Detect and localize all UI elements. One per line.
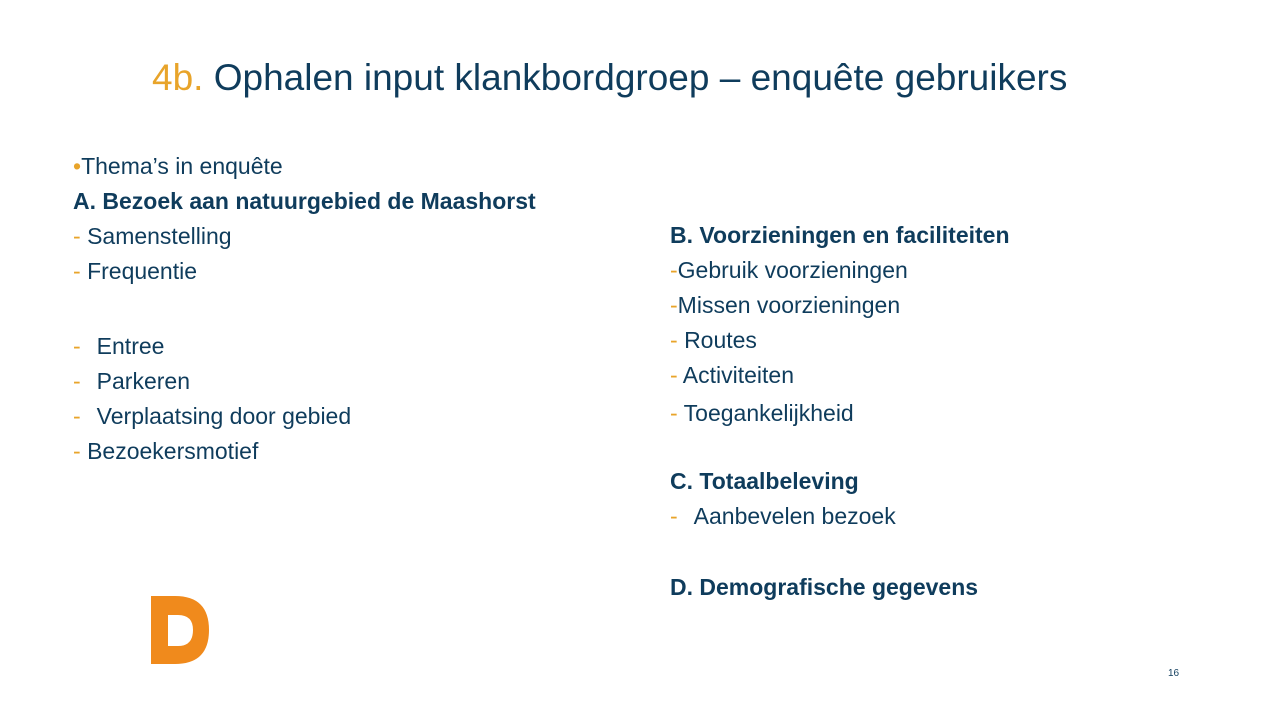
list-item-text: Missen voorzieningen [677, 292, 901, 318]
dash-marker: - [73, 368, 81, 394]
dash-marker: - [670, 503, 678, 529]
section-c-heading: C. Totaalbeleving [670, 468, 859, 494]
list-item [670, 501, 896, 531]
bullet-text: Thema’s in enquête [81, 153, 283, 179]
list-item-text: Bezoekersmotief [87, 438, 259, 464]
list-item [670, 290, 900, 320]
dash-marker: - [73, 258, 81, 284]
list-item [670, 255, 908, 285]
bullet-icon: • [73, 153, 82, 179]
list-item [73, 436, 258, 466]
list-item-text: Frequentie [87, 258, 198, 284]
list-item-text: Verplaatsing door gebied [96, 403, 352, 429]
dash-marker: - [73, 333, 81, 359]
list-item-text: Aanbevelen bezoek [693, 503, 896, 529]
dash-marker: - [73, 438, 81, 464]
dash-marker: - [670, 362, 678, 388]
dash-marker: - [670, 257, 678, 283]
list-item-text: Activiteiten [682, 362, 795, 388]
dash-marker: - [73, 223, 81, 249]
dash-marker: - [670, 327, 678, 353]
list-item-text: Parkeren [96, 368, 190, 394]
section-d-heading: D. Demografische gegevens [670, 574, 979, 600]
section-a-heading: A. Bezoek aan natuurgebied de Maashorst [73, 188, 536, 214]
list-item [73, 256, 197, 286]
title-main: Ophalen input klankbordgroep – enquête gebruikers [213, 57, 1068, 98]
title-prefix: 4b. [152, 57, 204, 98]
page-number: 16 [1168, 668, 1180, 679]
list-item [73, 366, 190, 396]
slide-title [152, 54, 1067, 102]
dash-marker: - [670, 400, 678, 426]
dash-marker: - [670, 292, 678, 318]
list-item-text: Samenstelling [87, 223, 232, 249]
list-item [73, 401, 351, 431]
list-item [670, 325, 757, 355]
list-item-text: Gebruik voorzieningen [677, 257, 908, 283]
list-item-text: Entree [96, 333, 165, 359]
list-item [73, 331, 164, 361]
bullet-themes [73, 151, 283, 181]
list-item [670, 360, 794, 390]
list-item [670, 398, 854, 428]
list-item-text: Toegankelijkheid [683, 400, 854, 426]
company-logo-icon [151, 596, 209, 664]
list-item [73, 221, 232, 251]
list-item-text: Routes [684, 327, 757, 353]
dash-marker: - [73, 403, 81, 429]
section-b-heading: B. Voorzieningen en faciliteiten [670, 222, 1010, 248]
